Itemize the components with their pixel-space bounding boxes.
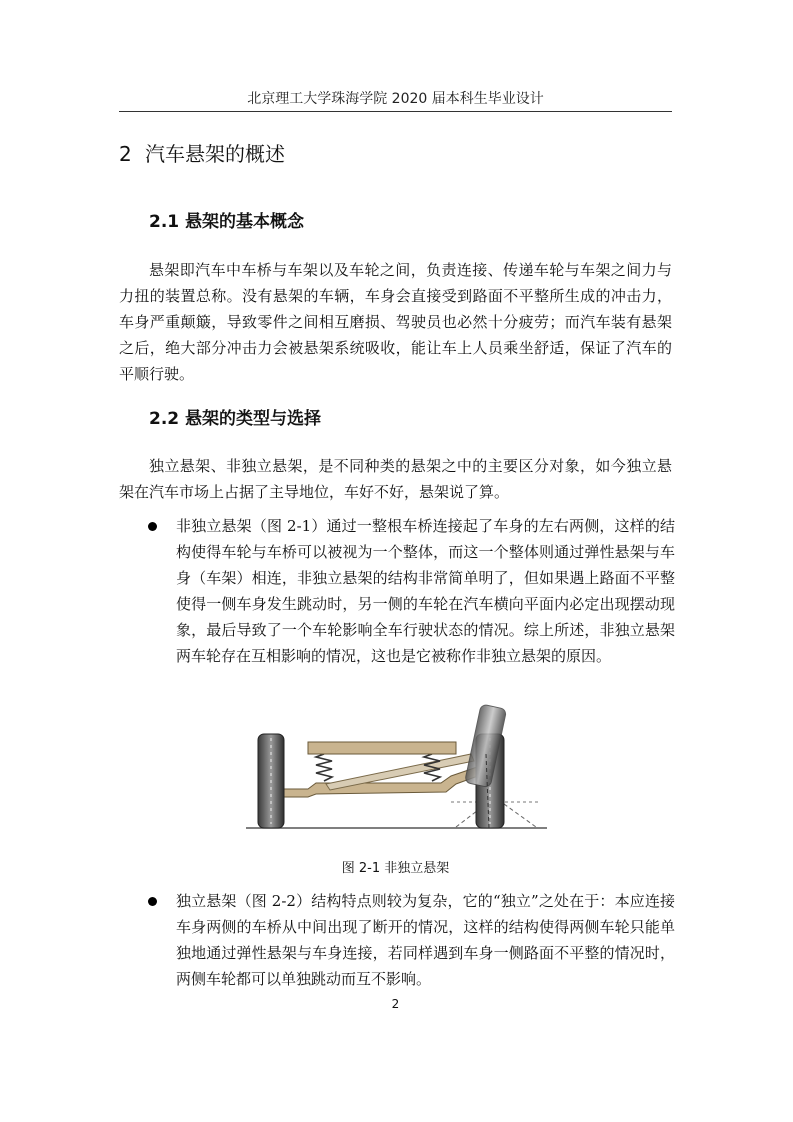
bullet-dot-icon (148, 897, 157, 906)
bullet-text: 非独立悬架（图 2-1）通过一整根车桥连接起了车身的左右两侧，这样的结构使得车轮与车桥可以被视为一个整体，而这一个整体则通过弹性悬架与车身（车架）相连，非独立悬架的结构非常简单明了，但如果遇上路面不平整使得一侧车身发生跳动时，另一侧的车轮在汽车横向平面内必定出现摆动现象，最后导致了一个车轮影响全车行驶状态的情况。综上所述，非独立悬架两车轮存在互相影响的情况，这也是它被称作非独立悬架的原因。 (176, 517, 675, 665)
bullet-text: 独立悬架（图 2-2）结构特点则较为复杂，它的“独立”之处在于：本应连接车身两侧的车桥从中间出现了断开的情况，这样的结构使得两侧车轮只能单独地通过弹性悬架与车身连接，若同样遇到车身一侧路面不平整的情况时，两侧车轮都可以单独跳动而互不影响。 (176, 892, 675, 988)
figure-caption: 图 2-1 非独立悬架 (341, 861, 450, 876)
chapter-number: 2 (119, 142, 132, 166)
suspension-diagram (246, 704, 547, 834)
page-number: 2 (391, 997, 400, 1011)
header-divider (119, 111, 672, 112)
section-title-2-2: 2.2 悬架的类型与选择 (149, 409, 322, 429)
chapter-title-text: 汽车悬架的概述 (145, 142, 285, 166)
chapter-title (119, 138, 285, 167)
bullet-dot-icon (148, 522, 157, 531)
bullet-item-non-independent (145, 513, 675, 669)
section-2-2-paragraph: 独立悬架、非独立悬架，是不同种类的悬架之中的主要区分对象，如今独立悬架在汽车市场上占据了主导地位，车好不好，悬架说了算。 (119, 457, 672, 501)
section-title-2-1: 2.1 悬架的基本概念 (149, 212, 305, 232)
page-header: 北京理工大学珠海学院 2020 届本科生毕业设计 (247, 91, 544, 107)
figure-non-independent-suspension (246, 704, 547, 834)
section-2-1-paragraph: 悬架即汽车中车桥与车架以及车轮之间，负责连接、传递车轮与车架之间力与力扭的装置总称。没有悬架的车辆，车身会直接受到路面不平整所生成的冲击力，车身严重颠簸，导致零件之间相互磨损、驾驶员也必然十分疲劳；而汽车装有悬架之后，绝大部分冲击力会被悬架系统吸收，能让车上人员乘坐舒适，保证了汽车的平顺行驶。 (119, 261, 672, 383)
bullet-item-independent (145, 888, 675, 992)
